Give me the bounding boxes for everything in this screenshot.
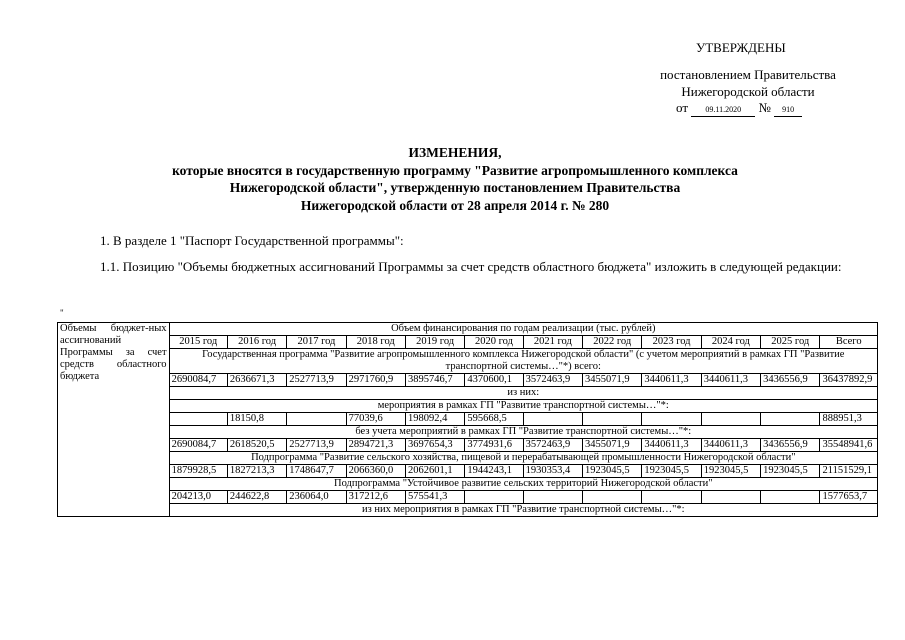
table-cell <box>642 491 701 504</box>
table-cell: 18150,8 <box>227 413 286 426</box>
table-cell <box>465 491 523 504</box>
section-state-program: Государственная программа "Развитие агропромышленного комплекса Нижегородской области" (с учетом мероприятий в рамках ГП "Развитие транспортной системы…"*) всего: <box>58 349 878 374</box>
year-header: Всего <box>820 336 878 349</box>
decree-date: 09.11.2020 <box>691 104 755 117</box>
table-row-transport <box>58 413 878 426</box>
table-cell: 2971760,9 <box>346 374 405 387</box>
table-cell: 244622,8 <box>227 491 286 504</box>
year-header: 2021 год <box>523 336 582 349</box>
table-cell <box>169 413 227 426</box>
year-header: 2018 год <box>346 336 405 349</box>
approved-by-line2: Нижегородской области <box>681 84 815 99</box>
table-cell: 236064,0 <box>287 491 346 504</box>
table-cell: 3697654,3 <box>405 439 464 452</box>
table-row-subprogram-2 <box>58 491 878 504</box>
table-cell: 3572463,9 <box>523 439 582 452</box>
table-cell <box>701 491 760 504</box>
row-label: Объемы бюджет-ных ассигнований Программы за счет средств областного бюджета <box>58 323 170 517</box>
open-quote: " <box>60 308 64 318</box>
section-subprogram-2: Подпрограмма "Устойчивое развитие сельских территорий Нижегородской области" <box>58 478 878 491</box>
table-cell: 3455071,9 <box>583 374 642 387</box>
table-cell: 1577653,7 <box>820 491 878 504</box>
table-cell: 1923045,5 <box>583 465 642 478</box>
year-header: 2024 год <box>701 336 760 349</box>
table-cell: 3436556,9 <box>761 439 820 452</box>
table-cell: 2618520,5 <box>227 439 286 452</box>
number-sign: № <box>758 100 771 115</box>
table-cell: 36437892,9 <box>820 374 878 387</box>
year-header: 2019 год <box>405 336 464 349</box>
table-cell: 2066360,0 <box>346 465 405 478</box>
funding-header: Объем финансирования по годам реализации (тыс. рублей) <box>169 323 877 336</box>
budget-table <box>57 322 878 517</box>
table-cell: 3440611,3 <box>701 374 760 387</box>
year-header: 2022 год <box>583 336 642 349</box>
table-cell: 3895746,7 <box>405 374 464 387</box>
table-cell: 595668,5 <box>465 413 523 426</box>
years-row <box>58 336 878 349</box>
document-title <box>120 144 790 214</box>
title-line2: которые вносятся в государственную программу "Развитие агропромышленного комплекса <box>172 162 738 178</box>
date-prefix: от <box>676 100 689 115</box>
table-cell <box>287 413 346 426</box>
table-cell: 2690084,7 <box>169 374 227 387</box>
table-cell: 317212,6 <box>346 491 405 504</box>
year-header: 2016 год <box>227 336 286 349</box>
table-cell: 2062601,1 <box>405 465 464 478</box>
table-cell <box>642 413 701 426</box>
table-row-without <box>58 439 878 452</box>
table-cell: 3774931,6 <box>465 439 523 452</box>
year-header: 2020 год <box>465 336 523 349</box>
table-cell: 3455071,9 <box>583 439 642 452</box>
table-cell: 1923045,5 <box>761 465 820 478</box>
table-cell: 3440611,3 <box>701 439 760 452</box>
table-cell: 77039,6 <box>346 413 405 426</box>
funding-header-row <box>58 323 878 336</box>
table-cell: 888951,3 <box>820 413 878 426</box>
title-line1: ИЗМЕНЕНИЯ, <box>408 145 502 160</box>
year-header: 2023 год <box>642 336 701 349</box>
table-cell: 204213,0 <box>169 491 227 504</box>
table-cell: 1944243,1 <box>465 465 523 478</box>
table-cell: 4370600,1 <box>465 374 523 387</box>
table-cell: 1923045,5 <box>642 465 701 478</box>
table-cell: 2527713,9 <box>287 439 346 452</box>
table-cell <box>701 413 760 426</box>
year-header: 2025 год <box>761 336 820 349</box>
year-header: 2015 год <box>169 336 227 349</box>
table-cell: 2636671,3 <box>227 374 286 387</box>
table-cell: 2690084,7 <box>169 439 227 452</box>
table-cell <box>523 413 582 426</box>
table-row-total <box>58 374 878 387</box>
section-subprogram-1: Подпрограмма "Развитие сельского хозяйства, пищевой и перерабатывающей промышленности Нижегородской области" <box>58 452 878 465</box>
section-without: без учета мероприятий в рамках ГП "Развитие транспортной системы…"*: <box>58 426 878 439</box>
table-cell: 1748647,7 <box>287 465 346 478</box>
table-cell: 21151529,1 <box>820 465 878 478</box>
decree-date-line <box>676 100 802 117</box>
table-cell: 1879928,5 <box>169 465 227 478</box>
title-line3: Нижегородской области", утвержденную постановлением Правительства <box>229 180 681 195</box>
table-cell <box>583 491 642 504</box>
approved-by-line1: постановлением Правительства <box>660 67 836 82</box>
table-cell: 2894721,3 <box>346 439 405 452</box>
table-cell: 3572463,9 <box>523 374 582 387</box>
table-cell: 3440611,3 <box>642 374 701 387</box>
table-cell: 198092,4 <box>405 413 464 426</box>
approved-by-block <box>640 66 856 100</box>
year-header: 2017 год <box>287 336 346 349</box>
table-cell: 1827213,3 <box>227 465 286 478</box>
decree-number: 910 <box>774 104 802 117</box>
table-cell: 1923045,5 <box>701 465 760 478</box>
table-row-subprogram-1 <box>58 465 878 478</box>
table-cell: 35548941,6 <box>820 439 878 452</box>
section-transport: мероприятия в рамках ГП "Развитие транспортной системы…"*: <box>58 400 878 413</box>
section-subprogram-2-transport: из них мероприятия в рамках ГП "Развитие транспортной системы…"*: <box>58 504 878 517</box>
table-cell: 1930353,4 <box>523 465 582 478</box>
paragraph-1-1: 1.1. Позицию "Объемы бюджетных ассигнований Программы за счет средств областного бюджета" изложить в следующей редакции: <box>100 259 842 274</box>
table-cell: 3440611,3 <box>642 439 701 452</box>
table-cell <box>761 413 820 426</box>
table-cell <box>523 491 582 504</box>
table-cell: 3436556,9 <box>761 374 820 387</box>
table-cell <box>761 491 820 504</box>
approved-heading: УТВЕРЖДЕНЫ <box>696 40 786 55</box>
section-of-them: из них: <box>58 387 878 400</box>
table-cell <box>583 413 642 426</box>
table-cell: 575541,3 <box>405 491 464 504</box>
title-line4: Нижегородской области от 28 апреля 2014 г. № 280 <box>300 197 610 213</box>
table-cell: 2527713,9 <box>287 374 346 387</box>
paragraph-1: 1. В разделе 1 "Паспорт Государственной программы": <box>100 233 404 248</box>
